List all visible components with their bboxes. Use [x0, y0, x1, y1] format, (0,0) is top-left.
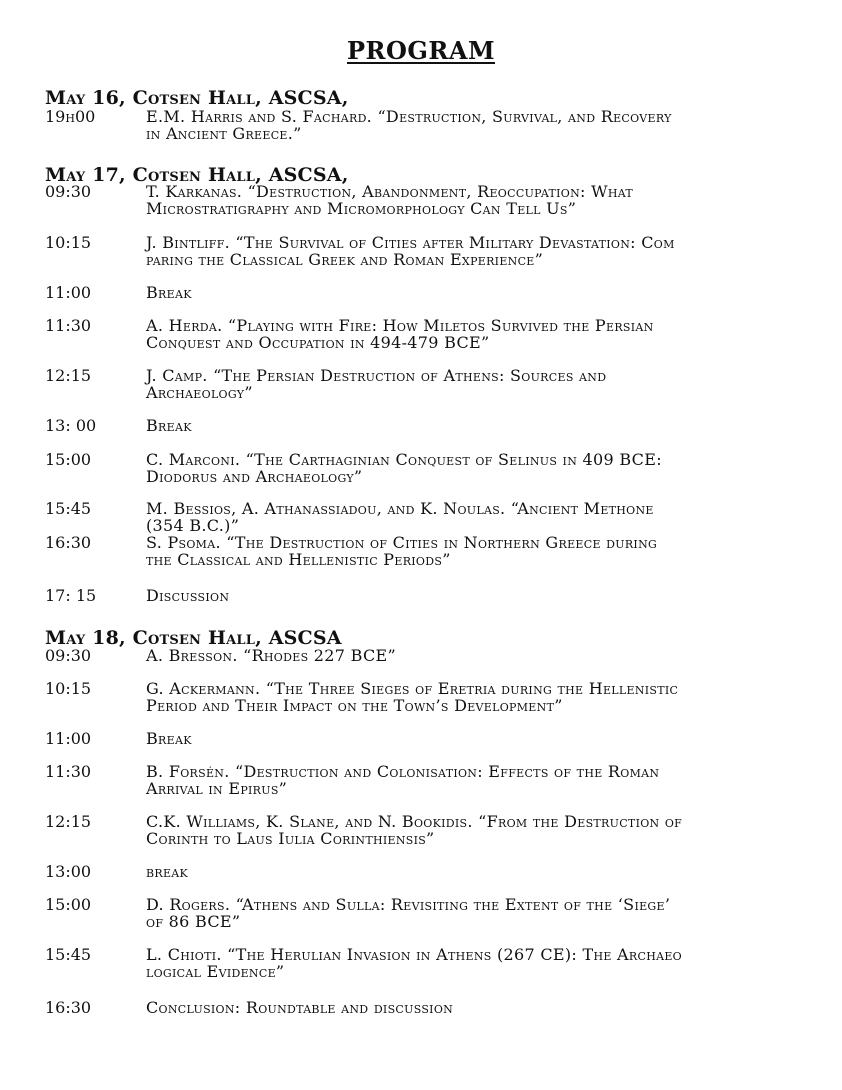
session-time: 15:00	[45, 895, 92, 914]
session-time: 10:15	[45, 233, 92, 252]
session-time: 16:30	[45, 998, 92, 1017]
session-title: Break	[146, 729, 192, 748]
session-title: A. Herda. “Playing with Fire: How Miletos Survived the Persian Conquest and Occupation in 494-479 BCE”	[146, 316, 654, 352]
page-title: PROGRAM	[346, 36, 496, 65]
session-time: 11:30	[45, 762, 92, 781]
session-time: 13:00	[45, 862, 92, 881]
day-heading-may-17: May 17, Cotsen Hall, ASCSA,	[45, 164, 349, 186]
session-time: 12:15	[45, 366, 92, 385]
session-time: 15:45	[45, 945, 92, 964]
session-title: Conclusion: Roundtable and discussion	[146, 998, 454, 1017]
session-title: C.K. Williams, K. Slane, and N. Bookidis. “From the Destruction of Corinth to Laus Iulia Corinthiensis”	[146, 812, 683, 848]
session-title: E.M. Harris and S. Fachard. “Destruction, Survival, and Recovery in Ancient Greece.”	[146, 107, 672, 143]
session-time: 10:15	[45, 679, 92, 698]
session-title: Discussion	[146, 586, 230, 605]
session-title: D. Rogers. “Athens and Sulla: Revisiting the Extent of the ‘Siege’ of 86 BCE”	[146, 895, 671, 931]
session-time: 09:30	[45, 646, 92, 665]
session-time: 11:30	[45, 316, 92, 335]
session-time: 09:30	[45, 182, 92, 201]
session-title: Break	[146, 416, 192, 435]
session-time: 17: 15	[45, 586, 97, 605]
session-time: 11:00	[45, 283, 92, 302]
day-heading-may-18: May 18, Cotsen Hall, ASCSA	[45, 627, 342, 649]
session-title: A. Bresson. “Rhodes 227 BCE”	[146, 646, 396, 665]
session-title: M. Bessios, A. Athanassiadou, and K. Noulas. “Ancient Methone (354 B.C.)”	[146, 499, 654, 535]
day-heading-may-16: May 16, Cotsen Hall, ASCSA,	[45, 87, 349, 109]
session-time: 11:00	[45, 729, 92, 748]
session-title: L. Chioti. “The Herulian Invasion in Athens (267 CE): The Archaeo logical Evidence”	[146, 945, 682, 981]
session-title: G. Ackermann. “The Three Sieges of Eretria during the Hellenistic Period and Their Impact on the Town’s Development”	[146, 679, 679, 715]
session-time: 16:30	[45, 533, 92, 552]
session-title: B. Forsén. “Destruction and Colonisation: Effects of the Roman Arrival in Epirus”	[146, 762, 660, 798]
session-title: S. Psoma. “The Destruction of Cities in Northern Greece during the Classical and Hellenistic Periods”	[146, 533, 658, 569]
session-title: J. Camp. “The Persian Destruction of Athens: Sources and Archaeology”	[146, 366, 607, 402]
session-time: 15:45	[45, 499, 92, 518]
session-time: 19h00	[45, 107, 96, 126]
session-time: 15:00	[45, 450, 92, 469]
session-title: Break	[146, 283, 192, 302]
session-title: break	[146, 862, 189, 881]
session-title: C. Marconi. “The Carthaginian Conquest of Selinus in 409 BCE: Diodorus and Archaeology”	[146, 450, 662, 486]
session-title: T. Karkanas. “Destruction, Abandonment, Reoccupation: What Microstratigraphy and Micromorphology Can Tell Us”	[146, 182, 633, 218]
session-title: J. Bintliff. “The Survival of Cities after Military Devastation: Com paring the Classical Greek and Roman Experience”	[146, 233, 675, 269]
session-time: 13: 00	[45, 416, 97, 435]
session-time: 12:15	[45, 812, 92, 831]
